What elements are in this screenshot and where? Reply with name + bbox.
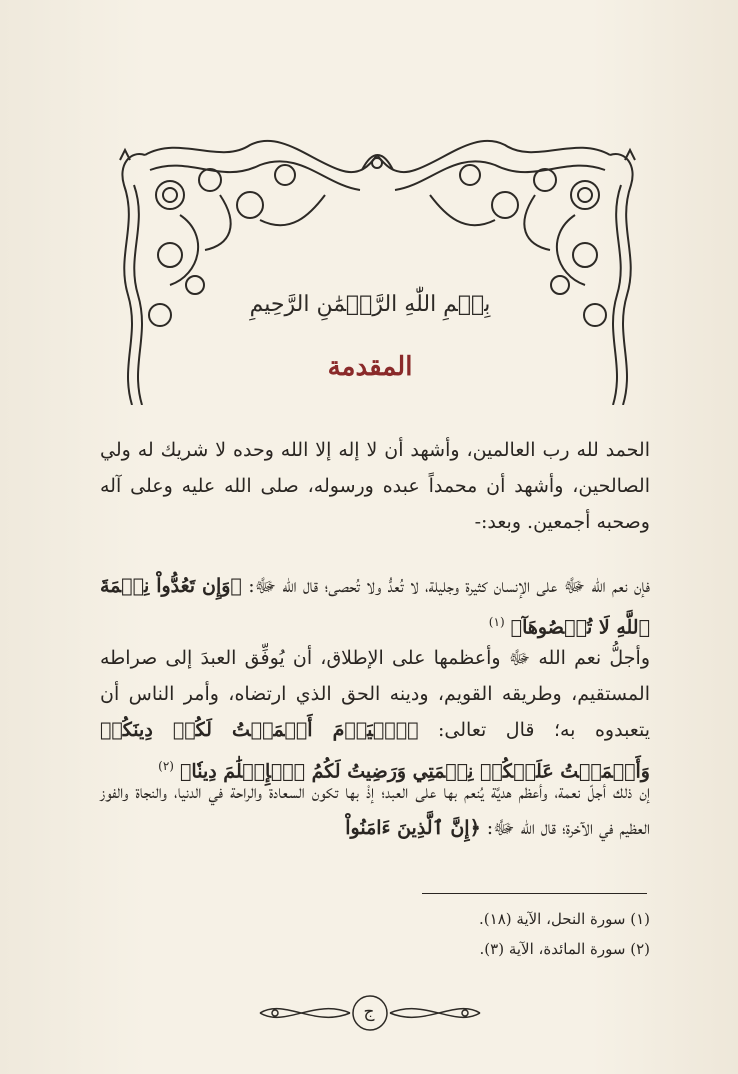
paragraph-2 bbox=[100, 568, 650, 645]
paragraph-4 bbox=[100, 774, 650, 846]
footnote-ref-2: (٢) bbox=[158, 759, 174, 773]
paragraph-2-text: فإن نعم الله ﷻ على الإنسان كثيرة وجليلة، لا تُعدُّ ولا تُحصى؛ قال الله ﷻ: bbox=[248, 575, 650, 597]
quran-verse-1: ﴿وَإِن تَعُدُّواْ نِعۡمَةَ ٱللَّهِ لَا تُحۡصُوهَآ﴾ bbox=[100, 575, 650, 639]
footnote-divider bbox=[422, 893, 647, 894]
paragraph-3-text: وأجلُّ نعم الله ﷻ وأعظمها على الإطلاق، أن يُوفِّق العبدَ إلى صراطه المستقيم، وطريقه القويم، ودينه الحق الذي ارتضاه، وأمر الناس أن يتعبدوه به؛ قال تعالى: bbox=[100, 647, 650, 741]
basmala-heading: بِسۡمِ اللّٰهِ الرَّحۡمَٰنِ الرَّحِيمِ bbox=[249, 292, 491, 317]
footnote-2: (٢) سورة المائدة، الآية (٣). bbox=[479, 940, 650, 958]
chapter-title: المقدمة bbox=[327, 352, 413, 382]
paragraph-4-text: إن ذلك أجلّ نعمة، وأعظم هديَّة يُنعم بها على العبد؛ إذْ بها تكون السعادة والراحة في الدنيا، والنجاة والفوز العظيم في الآخرة؛ قال الله ﷻ: bbox=[100, 781, 650, 839]
footnote-ref-1: (١) bbox=[488, 615, 505, 629]
paragraph-3 bbox=[100, 640, 650, 789]
paragraph-1: الحمد لله رب العالمين، وأشهد أن لا إله إلا الله وحده لا شريك له ولي الصالحين، وأشهد أن محمداً عبده ورسوله، صلى الله عليه وعلى آله وصحبه أجمعين. وبعد:- bbox=[100, 439, 650, 533]
quran-verse-2: ﴿ٱلۡيَوۡمَ أَكۡمَلۡتُ لَكُمۡ دِينَكُمۡ وَأَتۡمَمۡتُ عَلَيۡكُمۡ نِعۡمَتِي وَرَضِيتُ لَكُمُ ٱلۡإِسۡلَٰمَ دِينٗا﴾ bbox=[100, 719, 650, 783]
quran-verse-3: ﴿إِنَّ ٱلَّذِينَ ءَامَنُواْ bbox=[345, 817, 481, 839]
page-number: ج bbox=[363, 1002, 375, 1022]
footnote-1: (١) سورة النحل، الآية (١٨). bbox=[479, 910, 650, 928]
